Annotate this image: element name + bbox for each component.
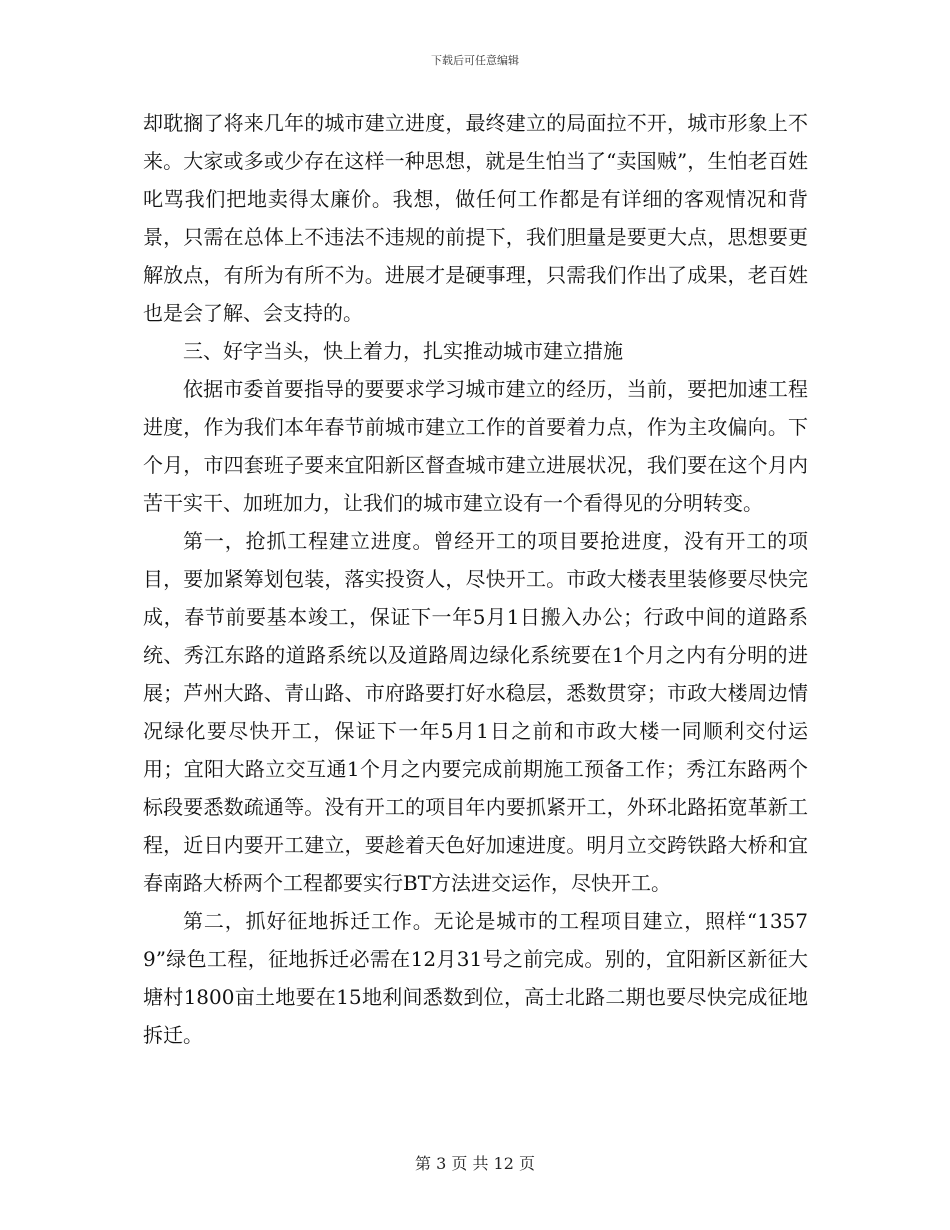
paragraph-continuation: 却耽搁了将来几年的城市建立进度，最终建立的局面拉不开，城市形象上不来。大家或多或少存在这样一种思想，就是生怕当了“卖国贼”，生怕老百姓叱骂我们把地卖得太廉价。我想，做任何工作都是有详细的客观情况和背景，只需在总体上不违法不违规的前提下，我们胆量是要更大点，思想要更解放点，有所为有所不为。进展才是硬事理，只需我们作出了成果，老百姓也是会了解、会支持的。 [143,111,808,325]
page-number: 第 3 页 共 12 页 [415,1154,535,1173]
page-header-note: 下载后可任意编辑 [431,54,519,67]
document-body [143,104,808,1054]
section-heading: 三、好字当头，快上着力，扎实推动城市建立措施 [183,339,623,363]
paragraph: 第一，抢抓工程建立进度。曾经开工的项目要抢进度，没有开工的项目，要加紧筹划包装，落实投资人，尽快开工。市政大楼表里装修要尽快完成，春节前要基本竣工，保证下一年5月1日搬入办公；行政中间的道路系统、秀江东路的道路系统以及道路周边绿化系统要在1个月之内有分明的进展；芦州大路、青山路、市府路要打好水稳层，悉数贯穿；市政大楼周边情况绿化要尽快开工，保证下一年5月1日之前和市政大楼一同顺利交付运用；宜阳大路立交互通1个月之内要完成前期施工预备工作；秀江东路两个标段要悉数疏通等。没有开工的项目年内要抓紧开工，外环北路拓宽革新工程，近日内要开工建立，要趁着天色好加速进度。明月立交跨铁路大桥和宜春南路大桥两个工程都要实行BT方法进交运作，尽快开工。 [143,529,808,895]
paragraph: 依据市委首要指导的要要求学习城市建立的经历，当前，要把加速工程进度，作为我们本年春节前城市建立工作的首要着力点，作为主攻偏向。下个月，市四套班子要来宜阳新区督查城市建立进展状况，我们要在这个月内苦干实干、加班加力，让我们的城市建立设有一个看得见的分明转变。 [143,377,808,515]
paragraph: 第二，抓好征地拆迁工作。无论是城市的工程项目建立，照样“13579”绿色工程，征地拆迁必需在12月31号之前完成。别的，宜阳新区新征大塘村1800亩土地要在15地利间悉数到位，高士北路二期也要尽快完成征地拆迁。 [143,909,808,1047]
